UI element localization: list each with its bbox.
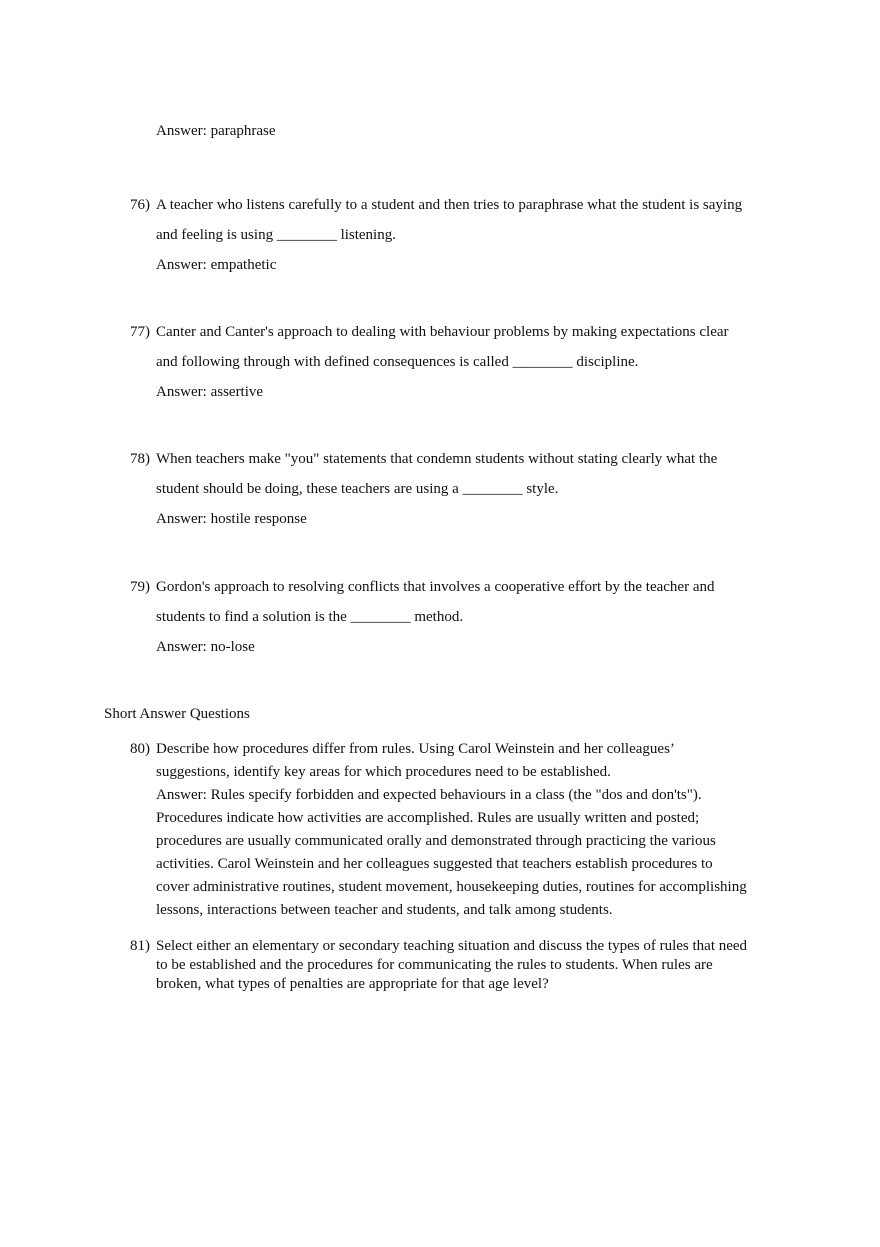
answer-text-line: cover administrative routines, student movement, housekeeping duties, routines for accomplishing <box>156 879 747 895</box>
question-text-line: Select either an elementary or secondary teaching situation and discuss the types of rules that need <box>156 938 748 954</box>
section-title: Short Answer Questions <box>104 706 250 722</box>
question-answer: Answer: empathetic <box>156 257 277 273</box>
question-text-line: Canter and Canter's approach to dealing with behaviour problems by making expectations clear <box>156 324 729 340</box>
question-answer: Answer: hostile response <box>156 511 307 527</box>
question-answer: Answer: assertive <box>156 384 264 400</box>
answer-text-line: Answer: Rules specify forbidden and expected behaviours in a class (the "dos and don'ts"). <box>156 787 702 803</box>
question-number: 80) <box>130 741 150 757</box>
question-number: 81) <box>130 938 150 954</box>
question-number: 78) <box>130 451 150 467</box>
question-number: 79) <box>130 579 150 595</box>
question-text-line: students to find a solution is the ________ method. <box>156 609 464 625</box>
question-answer: Answer: no-lose <box>156 639 255 655</box>
answer-text-line: Procedures indicate how activities are accomplished. Rules are usually written and posted; <box>156 810 700 826</box>
question-text-line: and following through with defined consequences is called ________ discipline. <box>156 354 639 370</box>
question-text-line: broken, what types of penalties are appropriate for that age level? <box>156 976 549 992</box>
answer-text-line: lessons, interactions between teacher and students, and talk among students. <box>156 902 613 918</box>
question-text-line: A teacher who listens carefully to a student and then tries to paraphrase what the student is saying <box>156 197 743 213</box>
question-text-line: Describe how procedures differ from rules. Using Carol Weinstein and her colleagues’ <box>156 741 675 757</box>
question-text-line: and feeling is using ________ listening. <box>156 227 396 243</box>
answer-text-line: activities. Carol Weinstein and her colleagues suggested that teachers establish procedures to <box>156 856 713 872</box>
question-number: 77) <box>130 324 150 340</box>
question-number: 76) <box>130 197 150 213</box>
question-text-line: to be established and the procedures for communicating the rules to students. When rules are <box>156 957 713 973</box>
answer-75: Answer: paraphrase <box>156 123 276 139</box>
answer-text-line: procedures are usually communicated orally and demonstrated through practicing the various <box>156 833 716 849</box>
question-text-line: Gordon's approach to resolving conflicts that involves a cooperative effort by the teacher and <box>156 579 715 595</box>
question-text-line: suggestions, identify key areas for which procedures need to be established. <box>156 764 611 780</box>
question-text-line: student should be doing, these teachers are using a ________ style. <box>156 481 559 497</box>
question-text-line: When teachers make "you" statements that condemn students without stating clearly what the <box>156 451 718 467</box>
